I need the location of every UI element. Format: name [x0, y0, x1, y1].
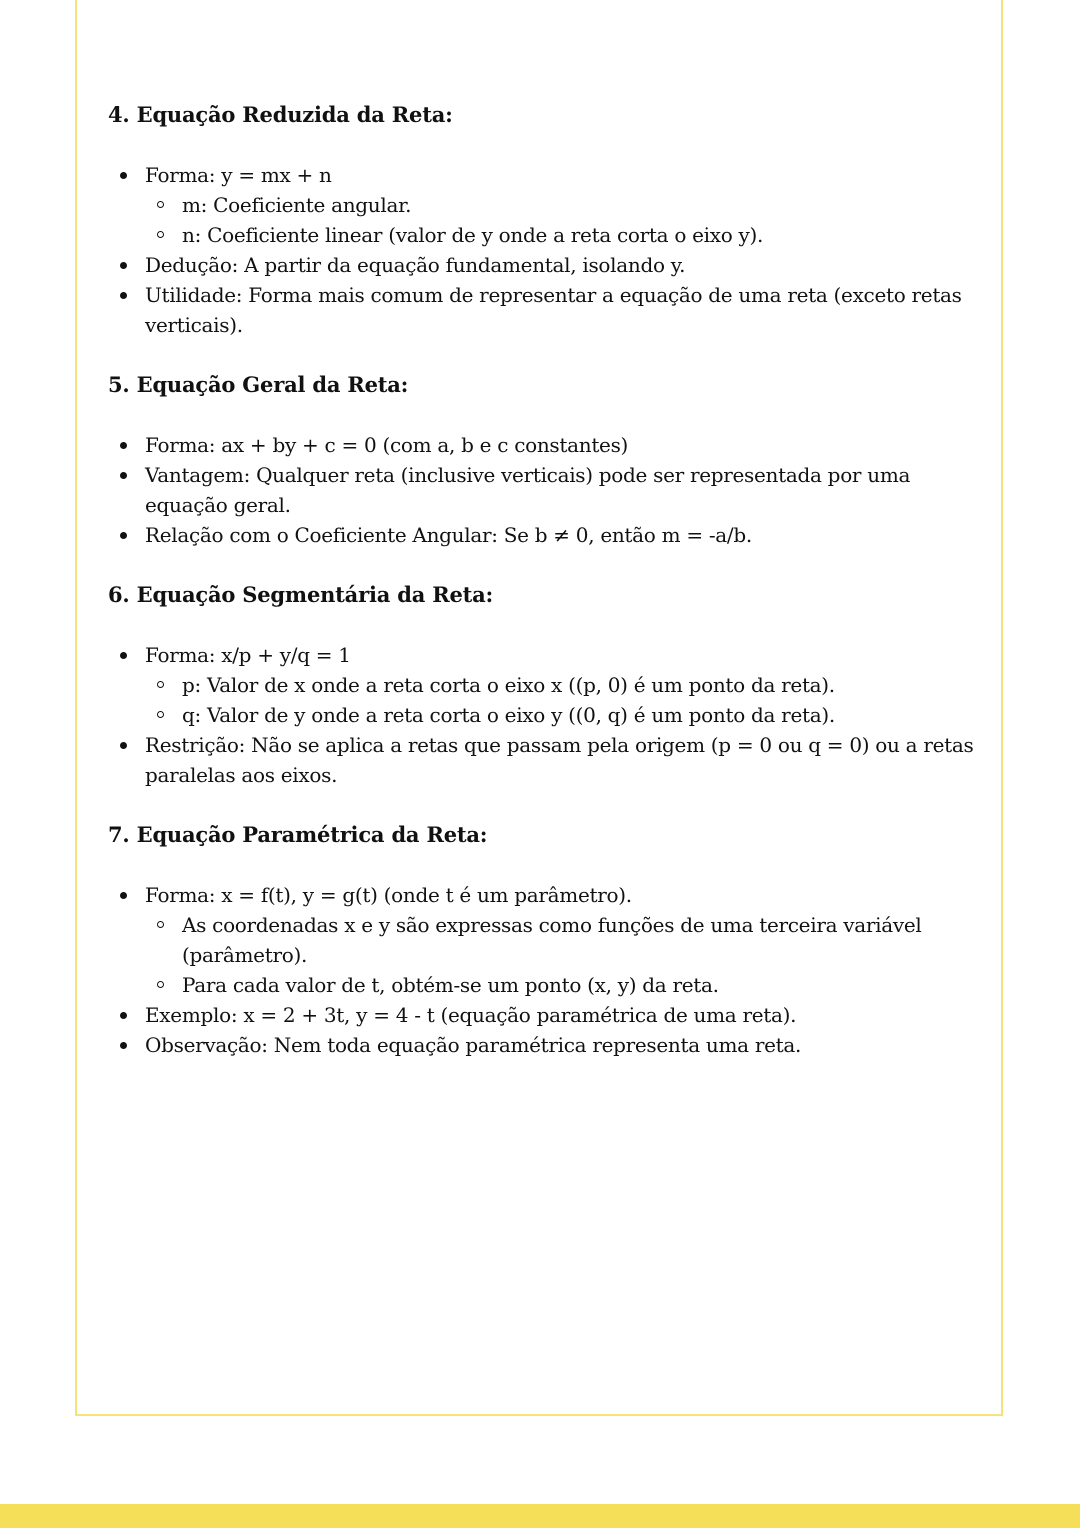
bullet-list	[108, 430, 988, 550]
section-title: 5. Equação Geral da Reta:	[108, 372, 409, 397]
circle-bullet-icon	[157, 921, 164, 928]
list-item-text: Forma: x = f(t), y = g(t) (onde t é um parâmetro).	[145, 883, 632, 907]
sub-list-item-text: m: Coeficiente angular.	[182, 193, 412, 217]
sub-bullet-list	[145, 190, 988, 250]
circle-bullet-icon	[157, 231, 164, 238]
sub-list-item	[145, 970, 988, 1000]
list-item-text: Restrição: Não se aplica a retas que passam pela origem (p = 0 ou q = 0) ou a retas paralelas aos eixos.	[145, 733, 974, 787]
sub-list-item	[145, 910, 988, 970]
list-item	[108, 1030, 988, 1060]
sub-list-item	[145, 670, 988, 700]
sub-bullet-list	[145, 670, 988, 730]
list-item	[108, 460, 988, 520]
section-equacao-segmentaria	[108, 580, 988, 790]
sub-bullet-list	[145, 910, 988, 1000]
bullet-icon	[120, 262, 127, 269]
list-item	[108, 160, 988, 250]
bullet-list	[108, 640, 988, 790]
bullet-icon	[120, 1012, 127, 1019]
bullet-icon	[120, 652, 127, 659]
section-title: 6. Equação Segmentária da Reta:	[108, 582, 494, 607]
sub-list-item-text: p: Valor de x onde a reta corta o eixo x ((p, 0) é um ponto da reta).	[182, 673, 835, 697]
bullet-icon	[120, 532, 127, 539]
list-item-text: Dedução: A partir da equação fundamental, isolando y.	[145, 253, 686, 277]
list-item	[108, 1000, 988, 1030]
circle-bullet-icon	[157, 981, 164, 988]
list-item-text: Forma: y = mx + n	[145, 163, 332, 187]
sub-list-item-text: Para cada valor de t, obtém-se um ponto (x, y) da reta.	[182, 973, 719, 997]
bullet-icon	[120, 892, 127, 899]
list-item	[108, 730, 988, 790]
bullet-icon	[120, 292, 127, 299]
section-equacao-reduzida	[108, 100, 988, 340]
list-item-text: Forma: x/p + y/q = 1	[145, 643, 351, 667]
list-item	[108, 880, 988, 1000]
section-equacao-parametrica	[108, 820, 988, 1060]
list-item	[108, 280, 988, 340]
circle-bullet-icon	[157, 681, 164, 688]
list-item	[108, 430, 988, 460]
bullet-list	[108, 880, 988, 1060]
list-item	[108, 640, 988, 730]
bullet-icon	[120, 172, 127, 179]
list-item	[108, 520, 988, 550]
sub-list-item-text: n: Coeficiente linear (valor de y onde a reta corta o eixo y).	[182, 223, 764, 247]
section-equacao-geral	[108, 370, 988, 550]
section-title: 4. Equação Reduzida da Reta:	[108, 102, 453, 127]
list-item-text: Vantagem: Qualquer reta (inclusive verticais) pode ser representada por uma equação geral.	[145, 463, 911, 517]
section-title: 7. Equação Paramétrica da Reta:	[108, 822, 488, 847]
list-item-text: Relação com o Coeficiente Angular: Se b ≠ 0, então m = -a/b.	[145, 523, 752, 547]
sub-list-item	[145, 700, 988, 730]
list-item	[108, 250, 988, 280]
document-content	[108, 100, 988, 1090]
sub-list-item-text: As coordenadas x e y são expressas como funções de uma terceira variável (parâmetro).	[182, 913, 922, 967]
bullet-icon	[120, 472, 127, 479]
bullet-icon	[120, 742, 127, 749]
circle-bullet-icon	[157, 201, 164, 208]
bullet-list	[108, 160, 988, 340]
list-item-text: Forma: ax + by + c = 0 (com a, b e c constantes)	[145, 433, 629, 457]
list-item-text: Utilidade: Forma mais comum de representar a equação de uma reta (exceto retas verticais).	[145, 283, 962, 337]
bottom-accent-bar	[0, 1504, 1080, 1528]
list-item-text: Observação: Nem toda equação paramétrica representa uma reta.	[145, 1033, 802, 1057]
bullet-icon	[120, 442, 127, 449]
bullet-icon	[120, 1042, 127, 1049]
sub-list-item-text: q: Valor de y onde a reta corta o eixo y ((0, q) é um ponto da reta).	[182, 703, 835, 727]
sub-list-item	[145, 220, 988, 250]
list-item-text: Exemplo: x = 2 + 3t, y = 4 - t (equação paramétrica de uma reta).	[145, 1003, 797, 1027]
circle-bullet-icon	[157, 711, 164, 718]
sub-list-item	[145, 190, 988, 220]
